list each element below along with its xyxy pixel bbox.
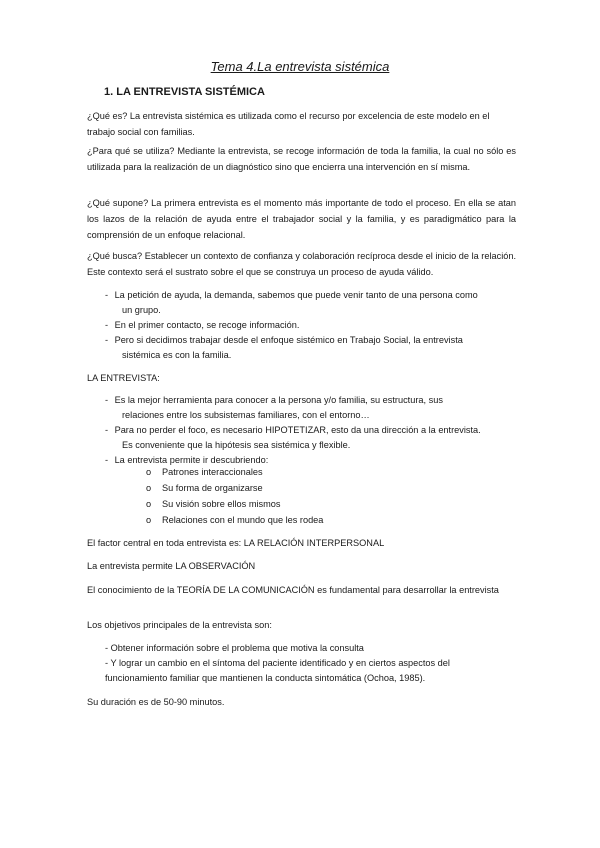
entrevista-label: LA ENTREVISTA: (87, 373, 160, 383)
statement-observacion: La entrevista permite LA OBSERVACIÓN (87, 561, 256, 571)
statement-factor: El factor central en toda entrevista es: LA RELACIÓN INTERPERSONAL (87, 538, 385, 548)
sub-list-item-text: Relaciones con el mundo que les rodea (162, 515, 324, 525)
sub-list-item (146, 465, 263, 480)
document-title: Tema 4.La entrevista sistémica (210, 59, 390, 74)
list-item-continuation: un grupo. (122, 305, 161, 315)
circle-bullet: o (146, 515, 152, 525)
list-item (105, 423, 525, 453)
list-item (105, 318, 525, 333)
statement-teoria: El conocimiento de la TEORÍA DE LA COMUNICACIÓN es fundamental para desarrollar la entrevista (87, 585, 499, 595)
section-heading: 1. LA ENTREVISTA SISTÉMICA (104, 86, 265, 98)
objectives-list (105, 641, 525, 686)
sub-list-item (146, 513, 323, 528)
paragraph-que-es: ¿Qué es? La entrevista sistémica es utilizada como el recurso por excelencia de este modelo en el trabajo social con familias. (87, 111, 490, 137)
list-item-text: Es la mejor herramienta para conocer a la persona y/o familia, su estructura, sus (114, 395, 443, 405)
sub-list-item (146, 497, 280, 512)
duration-text: Su duración es de 50-90 minutos. (87, 697, 225, 707)
list-item-continuation: relaciones entre los subsistemas familiares, con el entorno… (122, 410, 370, 420)
circle-bullet: o (146, 499, 152, 509)
list-item (105, 393, 525, 423)
list-item-continuation: sistémica es con la familia. (122, 350, 232, 360)
dash-bullet: - (105, 335, 109, 345)
dash-bullet: - (105, 290, 109, 300)
objective-item: - Obtener información sobre el problema que motiva la consulta (105, 643, 364, 653)
paragraph-que-supone: ¿Qué supone? La primera entrevista es el momento más importante de todo el proceso. En ella se atan los lazos de la relación de ayuda entre el trabajador social y la familia, y es paradigmático para la comprensión de un enfoque relacional. (87, 198, 516, 240)
sub-list-item-text: Patrones interaccionales (162, 467, 263, 477)
objective-item: funcionamiento familiar que mantienen la conducta sintomática (Ochoa, 1985). (105, 673, 426, 683)
statement-objetivos: Los objetivos principales de la entrevista son: (87, 620, 272, 630)
sub-list-item (146, 481, 263, 496)
list-item-text: La petición de ayuda, la demanda, sabemos que puede venir tanto de una persona como (114, 290, 478, 300)
list-item (105, 333, 525, 363)
dash-bullet: - (105, 455, 109, 465)
circle-bullet: o (146, 467, 152, 477)
paragraph-para-que: ¿Para qué se utiliza? Mediante la entrevista, se recoge información de toda la familia, la cual no sólo es utilizada para la realización de un diagnóstico sino que encierra una intervención en sí misma. (87, 146, 516, 172)
objective-item: - Y lograr un cambio en el síntoma del paciente identificado y en ciertos aspectos del (105, 658, 450, 668)
circle-bullet: o (146, 483, 152, 493)
sub-list-item-text: Su visión sobre ellos mismos (162, 499, 281, 509)
list-item-text: Pero si decidimos trabajar desde el enfoque sistémico en Trabajo Social, la entrevista (114, 335, 463, 345)
dash-bullet: - (105, 320, 109, 330)
list-item (105, 288, 525, 318)
dash-bullet: - (105, 395, 109, 405)
list-item-text: Para no perder el foco, es necesario HIPOTETIZAR, esto da una dirección a la entrevista. (114, 425, 481, 435)
dash-bullet: - (105, 425, 109, 435)
paragraph-que-busca: ¿Qué busca? Establecer un contexto de confianza y colaboración recíproca desde el inicio de la relación. Este contexto será el sustrato sobre el que se construya un proceso de ayuda válido. (87, 251, 517, 277)
list-item-text: En el primer contacto, se recoge información. (114, 320, 300, 330)
list-item-text: La entrevista permite ir descubriendo: (114, 455, 269, 465)
list-item-continuation: Es conveniente que la hipótesis sea sistémica y flexible. (122, 440, 351, 450)
sub-list-item-text: Su forma de organizarse (162, 483, 263, 493)
